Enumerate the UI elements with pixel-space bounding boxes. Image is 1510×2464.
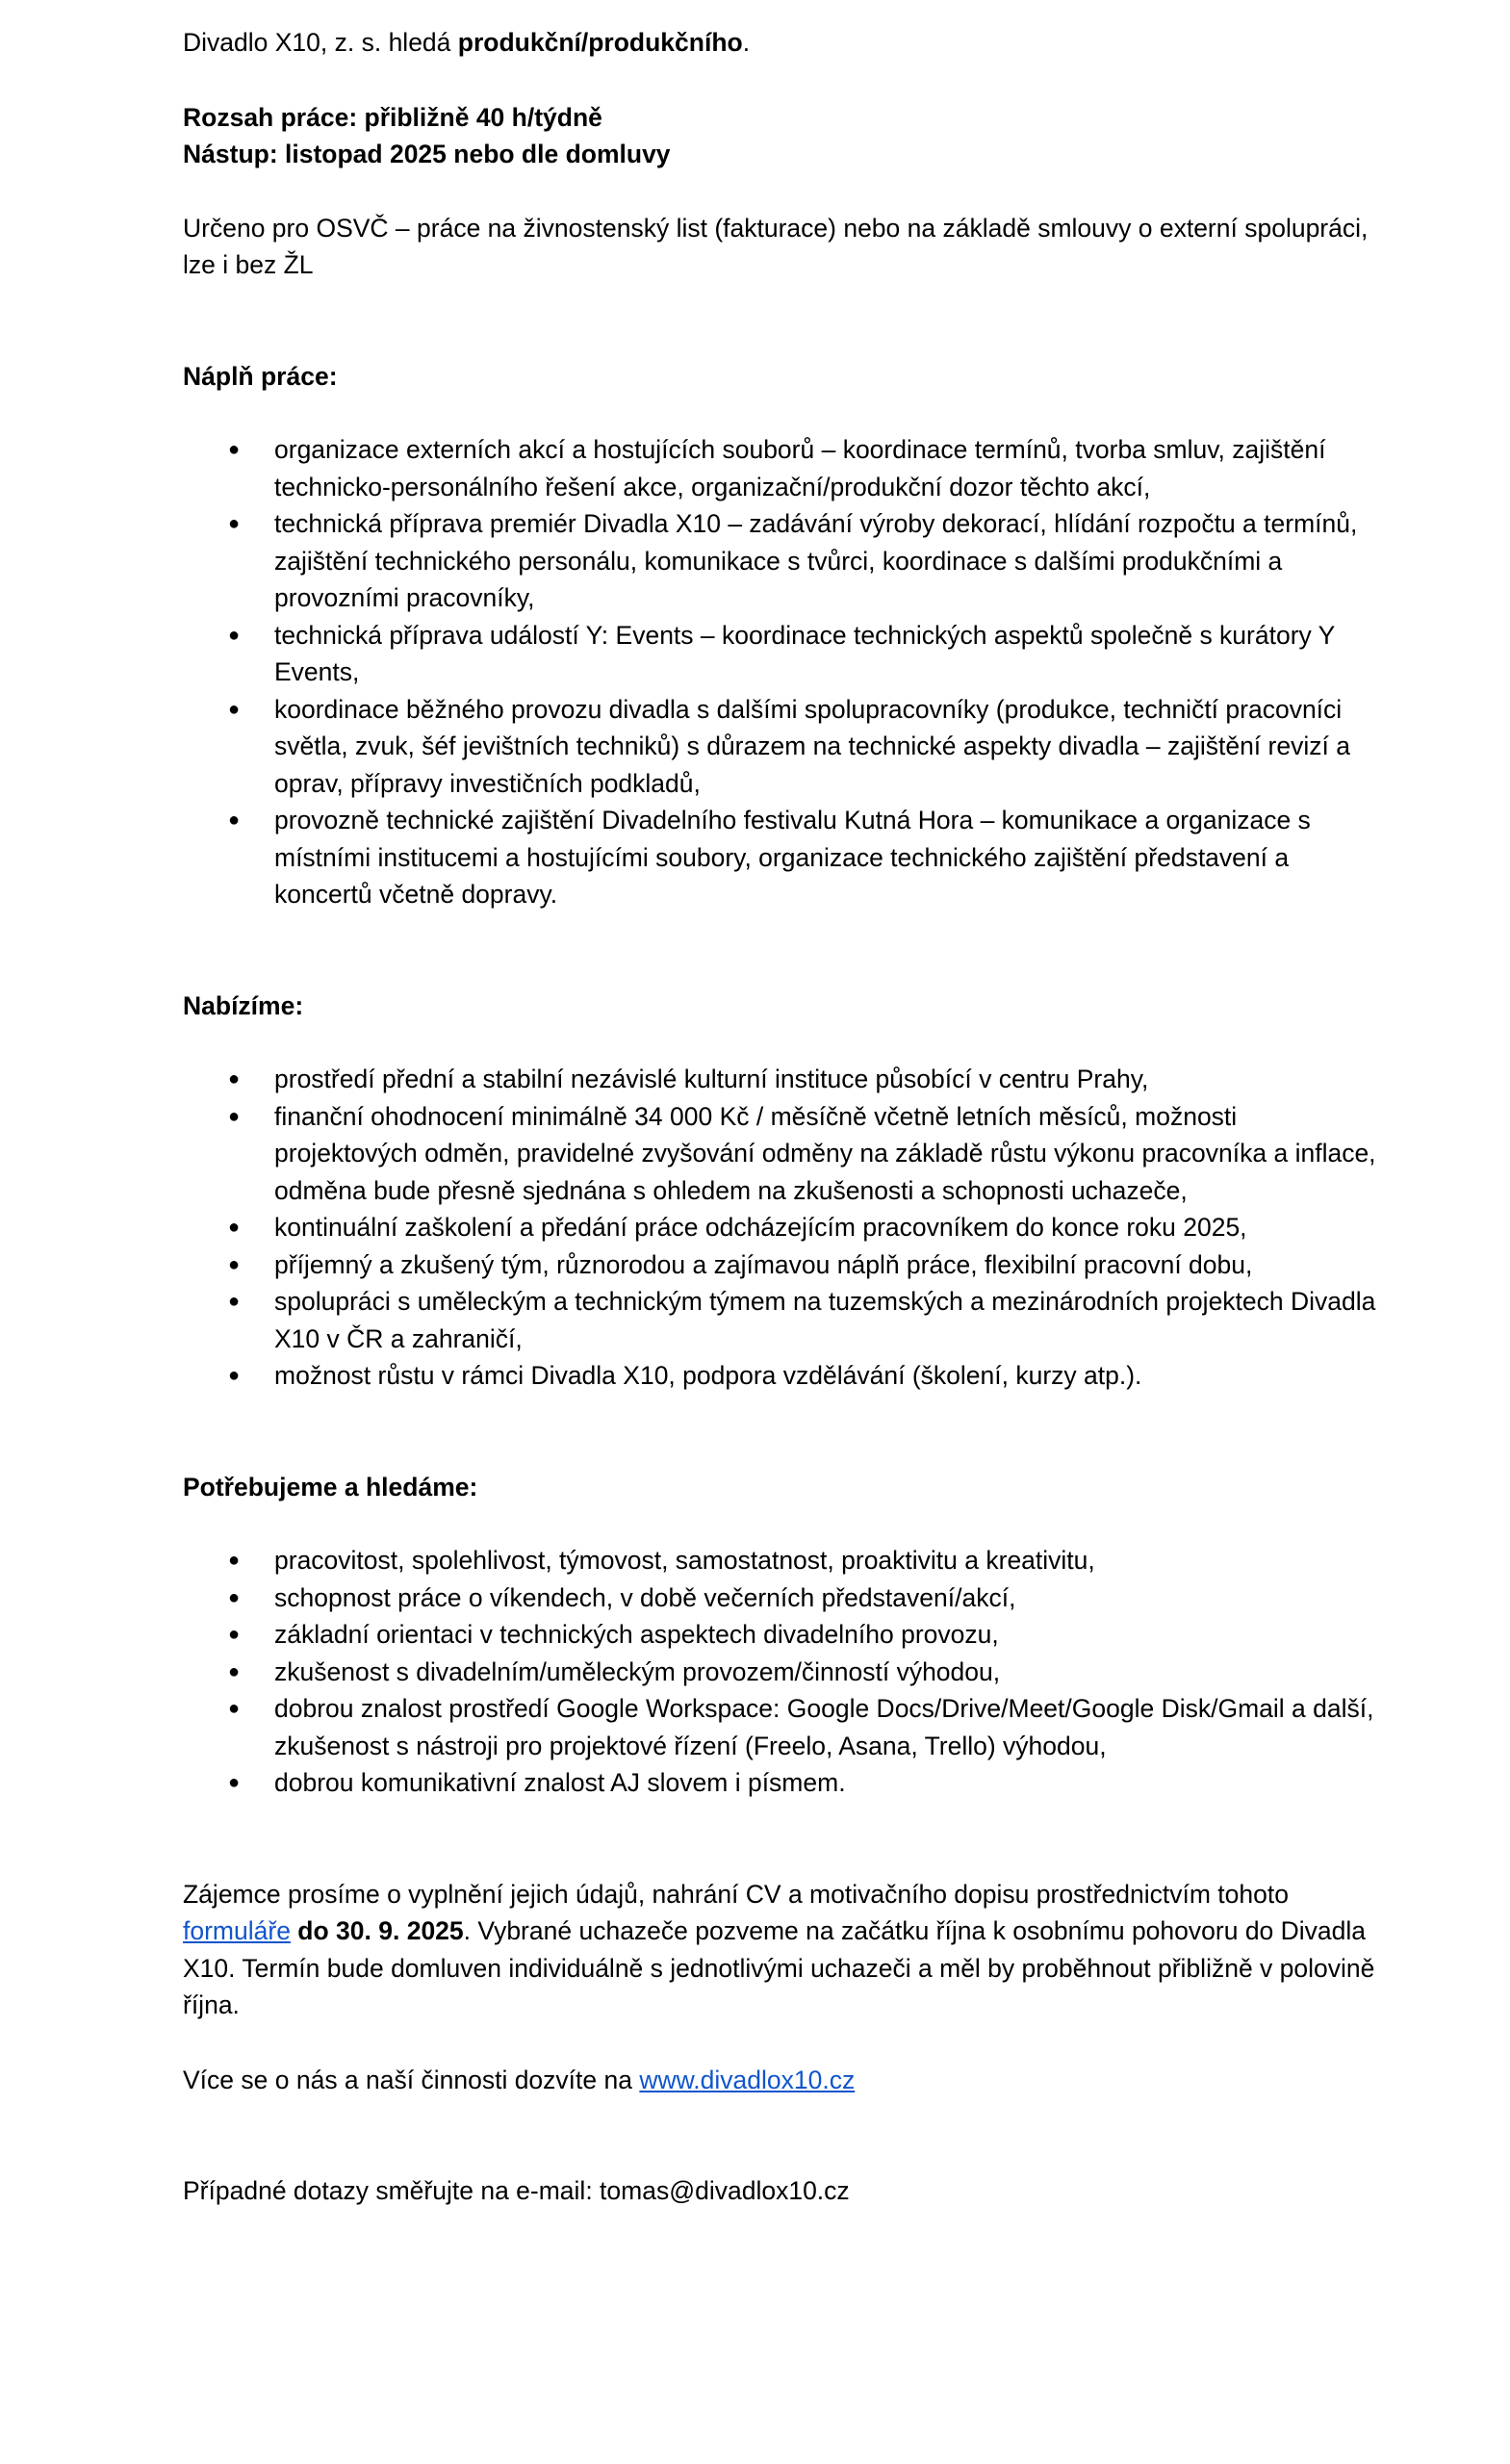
list-item-text: možnost růstu v rámci Divadla X10, podpora vzdělávání (školení, kurzy atp.). xyxy=(274,1361,1142,1390)
list-item xyxy=(183,1246,1376,1284)
bullet-icon: ● xyxy=(228,1660,241,1682)
application-instructions xyxy=(183,1876,1376,2024)
list-item xyxy=(183,1542,1376,1579)
offer-heading: Nabízíme: xyxy=(183,990,304,1020)
list-item-text: zkušenost s divadelním/uměleckým provozem/činností výhodou, xyxy=(274,1656,1001,1686)
list-item xyxy=(183,1061,1376,1098)
list-item xyxy=(183,1098,1376,1210)
duties-heading: Náplň práce: xyxy=(183,361,338,391)
bullet-icon: ● xyxy=(228,1253,241,1275)
bullet-icon: ● xyxy=(228,809,241,831)
deadline: do 30. 9. 2025 xyxy=(290,1916,464,1945)
list-item-text: spolupráci s uměleckým a technickým týmem na tuzemských a mezinárodních projektech Divadla X10 v ČR a zahraničí, xyxy=(274,1287,1376,1353)
bullet-icon: ● xyxy=(228,624,241,646)
intro-suffix: . xyxy=(742,28,751,57)
list-item-text: dobrou znalost prostředí Google Workspace: Google Docs/Drive/Meet/Google Disk/Gmail a další, zkušenost s nástroji pro projektové řízení (Freelo, Asana, Trello) výhodou, xyxy=(274,1694,1374,1760)
intro-line xyxy=(183,24,1376,62)
bullet-icon: ● xyxy=(228,1068,241,1090)
list-item xyxy=(183,1690,1376,1764)
list-item xyxy=(183,1764,1376,1802)
bullet-icon: ● xyxy=(228,1217,241,1238)
intro-position: produkční/produkčního xyxy=(457,28,743,57)
requirements-list xyxy=(183,1542,1376,1802)
list-item-text: technická příprava událostí Y: Events – koordinace technických aspektů společně s kurátory Y Events, xyxy=(274,620,1335,686)
list-item xyxy=(183,1209,1376,1246)
list-item xyxy=(183,1579,1376,1617)
more-info-text: Více se o nás a naší činnosti dozvíte na xyxy=(183,2065,640,2094)
list-item-text: základní orientaci v technických aspektech divadelního provozu, xyxy=(274,1620,999,1649)
offer-list xyxy=(183,1061,1376,1395)
list-item-text: dobrou komunikativní znalost AJ slovem i písmem. xyxy=(274,1768,846,1797)
bullet-icon: ● xyxy=(228,513,241,534)
bullet-icon: ● xyxy=(228,1586,241,1608)
bullet-icon: ● xyxy=(228,698,241,720)
list-item-text: finanční ohodnocení minimálně 34 000 Kč / měsíčně včetně letních měsíců, možnosti projektových odměn, pravidelné zvyšování odměny na základě růstu výkonu pracovníka a inflace, odměna bude přesně sjednána s ohledem na zkušenosti a schopnosti uchazeče, xyxy=(274,1101,1376,1205)
contact-info: Případné dotazy směřujte na e-mail: tomas@divadlox10.cz xyxy=(183,2176,850,2205)
website-link[interactable]: www.divadlox10.cz xyxy=(639,2065,856,2094)
list-item xyxy=(183,505,1376,617)
work-scope: Rozsah práce: přibližně 40 h/týdně xyxy=(183,102,602,132)
list-item xyxy=(183,691,1376,803)
more-info xyxy=(183,2062,1376,2099)
job-posting-document xyxy=(183,24,1376,2210)
list-item-text: koordinace běžného provozu divadla s dalšími spolupracovníky (produkce, techničtí pracovníci světla, zvuk, šéf jevištních techniků) s důrazem na technické aspekty divadla – zajištění revizí a oprav, přípravy investičních podkladů, xyxy=(274,694,1350,798)
list-item-text: pracovitost, spolehlivost, týmovost, samostatnost, proaktivitu a kreativitu, xyxy=(274,1546,1095,1575)
list-item xyxy=(183,1357,1376,1395)
bullet-icon: ● xyxy=(228,1624,241,1645)
closing-text: Zájemce prosíme o vyplnění jejich údajů, nahrání CV a motivačního dopisu prostřednictvím tohoto xyxy=(183,1879,1289,1909)
list-item xyxy=(183,1616,1376,1654)
bullet-icon: ● xyxy=(228,1550,241,1571)
closing-text-after: . Vybrané uchazeče pozveme na začátku října k osobnímu pohovoru do Divadla X10. Termín bude domluven individuálně s jednotlivými uchazeči a měl by proběhnout přibližně v polovině října. xyxy=(183,1916,1375,2019)
list-item xyxy=(183,802,1376,913)
bullet-icon: ● xyxy=(228,1365,241,1386)
list-item-text: schopnost práce o víkendech, v době večerních představení/akcí, xyxy=(274,1582,1016,1612)
contract-type-note: Určeno pro OSVČ – práce na živnostenský list (fakturace) nebo na základě smlouvy o externí spolupráci, lze i bez ŽL xyxy=(183,213,1369,279)
bullet-icon: ● xyxy=(228,1698,241,1719)
bullet-icon: ● xyxy=(228,1291,241,1312)
list-item xyxy=(183,617,1376,691)
list-item-text: příjemný a zkušený tým, různorodou a zajímavou náplň práce, flexibilní pracovní dobu, xyxy=(274,1249,1253,1279)
list-item-text: technická příprava premiér Divadla X10 – zadávání výroby dekorací, hlídání rozpočtu a termínů, zajištění technického personálu, komunikace s tvůrci, koordinace s dalšími produkčními a provozními pracovníky, xyxy=(274,509,1358,612)
duties-list xyxy=(183,431,1376,913)
list-item-text: organizace externích akcí a hostujících souborů – koordinace termínů, tvorba smluv, zajištění technicko-personálního řešení akce, organizační/produkční dozor těchto akcí, xyxy=(274,435,1326,501)
bullet-icon: ● xyxy=(228,1105,241,1127)
intro-prefix: Divadlo X10, z. s. hledá xyxy=(183,28,458,57)
requirements-heading: Potřebujeme a hledáme: xyxy=(183,1472,478,1502)
list-item-text: provozně technické zajištění Divadelního festivalu Kutná Hora – komunikace a organizace s místními institucemi a hostujícími soubory, organizace technického zajištění představení a koncertů včetně dopravy. xyxy=(274,806,1311,909)
list-item-text: kontinuální zaškolení a předání práce odcházejícím pracovníkem do konce roku 2025, xyxy=(274,1213,1247,1242)
list-item xyxy=(183,1654,1376,1691)
bullet-icon: ● xyxy=(228,1772,241,1793)
list-item xyxy=(183,1283,1376,1357)
list-item xyxy=(183,431,1376,505)
bullet-icon: ● xyxy=(228,439,241,460)
start-date: Nástup: listopad 2025 nebo dle domluvy xyxy=(183,140,671,168)
list-item-text: prostředí přední a stabilní nezávislé kulturní instituce působící v centru Prahy, xyxy=(274,1065,1149,1093)
application-form-link[interactable]: formuláře xyxy=(183,1916,291,1945)
